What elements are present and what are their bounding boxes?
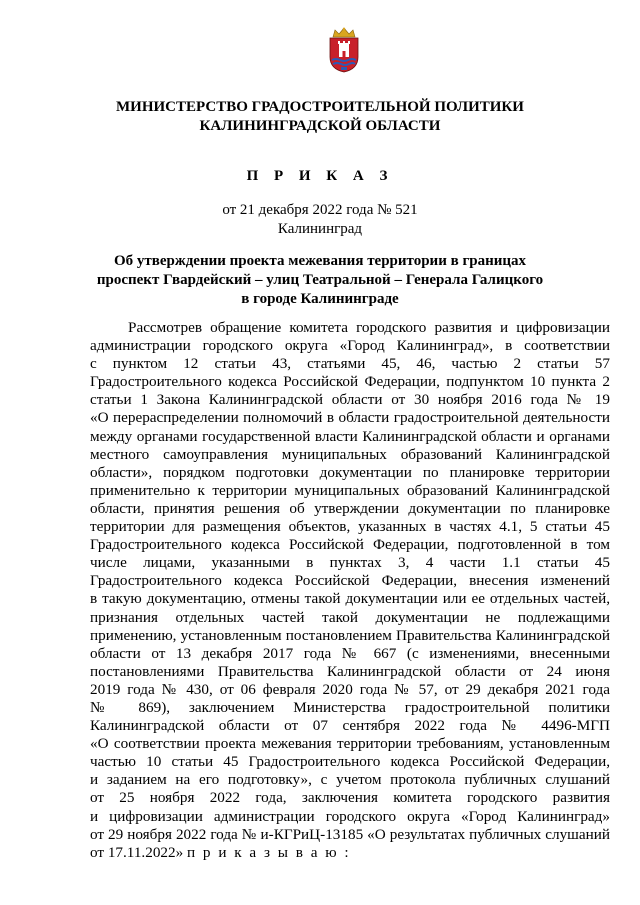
body-line: 2019 года № 430, от 06 февраля 2020 года № 57, от 29 декабря 2021 года <box>90 680 610 698</box>
order-verb: п р и к а з ы в а ю : <box>187 843 351 861</box>
body-line: «О перераспределении полномочий в области градостроительной деятельности <box>90 409 610 427</box>
body-line: статьи 1 Закона Калининградской области от 30 ноября 2016 года № 19 <box>90 391 610 409</box>
body-line: Градостроительного кодекса Российской Федерации, подготовленной в том <box>90 536 610 554</box>
body-line: области, принятия решения об утверждении документации по планировке <box>90 499 610 517</box>
ministry-name <box>0 98 640 136</box>
body-line-last <box>90 844 610 862</box>
document-body <box>90 319 610 862</box>
body-line: с пунктом 12 статьи 43, статьями 45, 46, частью 2 статьи 57 <box>90 355 610 373</box>
body-line: Калининградской области от 07 сентября 2022 года № 4496-МГП <box>90 717 610 735</box>
title-line-1: Об утверждении проекта межевания территории в границах <box>113 253 527 269</box>
body-line: от 25 ноября 2022 года, заключения комитета городского развития <box>90 789 610 807</box>
body-line: применению, установленным постановлением Правительства Калининградской <box>90 626 610 644</box>
body-line: № 869), заключением Министерства градостроительной политики <box>90 698 610 716</box>
document-title <box>0 252 640 309</box>
document-type: П Р И К А З <box>246 168 394 184</box>
body-line: Рассмотрев обращение комитета городского развития и цифровизации <box>128 319 610 336</box>
body-line: частью 10 статьи 45 Градостроительного кодекса Российской Федерации, <box>90 753 610 771</box>
ministry-line-1: МИНИСТЕРСТВО ГРАДОСТРОИТЕЛЬНОЙ ПОЛИТИКИ <box>116 99 524 115</box>
body-line: территории для размещения объектов, указанных в частях 4.1, 5 статьи 45 <box>90 518 610 536</box>
document-date-block <box>0 201 640 239</box>
body-line: области от 13 декабря 2017 года № 667 (с изменениями, внесенными <box>90 644 610 662</box>
body-line: между органами государственной власти Калининградской области и органами <box>90 427 610 445</box>
body-line: местного самоуправления муниципальных образований Калининградской <box>90 445 610 463</box>
coat-of-arms-icon <box>326 27 362 73</box>
body-line: «О соответствии проекта межевания территории требованиям, установленным <box>90 735 610 753</box>
document-city: Калининград <box>277 221 363 237</box>
body-line: области», порядком подготовки документации по планировке территории <box>90 463 610 481</box>
document-date: от 21 декабря 2022 года № 521 <box>222 202 418 218</box>
body-line: числе лицами, указанными в пунктах 3, 4 части 1.1 статьи 45 <box>90 554 610 572</box>
title-line-3: в городе Калининграде <box>241 291 399 307</box>
body-line: Градостроительного кодекса Российской Федерации, внесения изменений <box>90 572 610 590</box>
body-line: и цифровизации администрации городского округа «Город Калининград» <box>90 807 610 825</box>
body-line: от 29 ноября 2022 года № и-КГРиЦ-13185 «О результатах публичных слушаний <box>90 825 610 843</box>
title-line-2: проспект Гвардейский – улиц Театральной – Генерала Галицкого <box>96 272 544 288</box>
body-line: применительно к территории муниципальных образований Калининградской <box>90 481 610 499</box>
body-line: администрации городского округа «Город Калининград», в соответствии <box>90 337 610 355</box>
body-line: Градостроительного кодекса Российской Федерации, подпунктом 10 пункта 2 <box>90 373 610 391</box>
body-line: постановлениями Правительства Калининградской области от 24 июня <box>90 662 610 680</box>
body-line: в такую документацию, отмены такой документации или ее отдельных частей, <box>90 590 610 608</box>
body-line: признания отдельных частей такой документации не подлежащими <box>90 608 610 626</box>
body-last-prefix: от 17.11.2022» <box>90 843 187 861</box>
ministry-line-2: КАЛИНИНГРАДСКОЙ ОБЛАСТИ <box>199 118 441 134</box>
body-line: и заданием на его подготовку», с учетом протокола публичных слушаний <box>90 771 610 789</box>
